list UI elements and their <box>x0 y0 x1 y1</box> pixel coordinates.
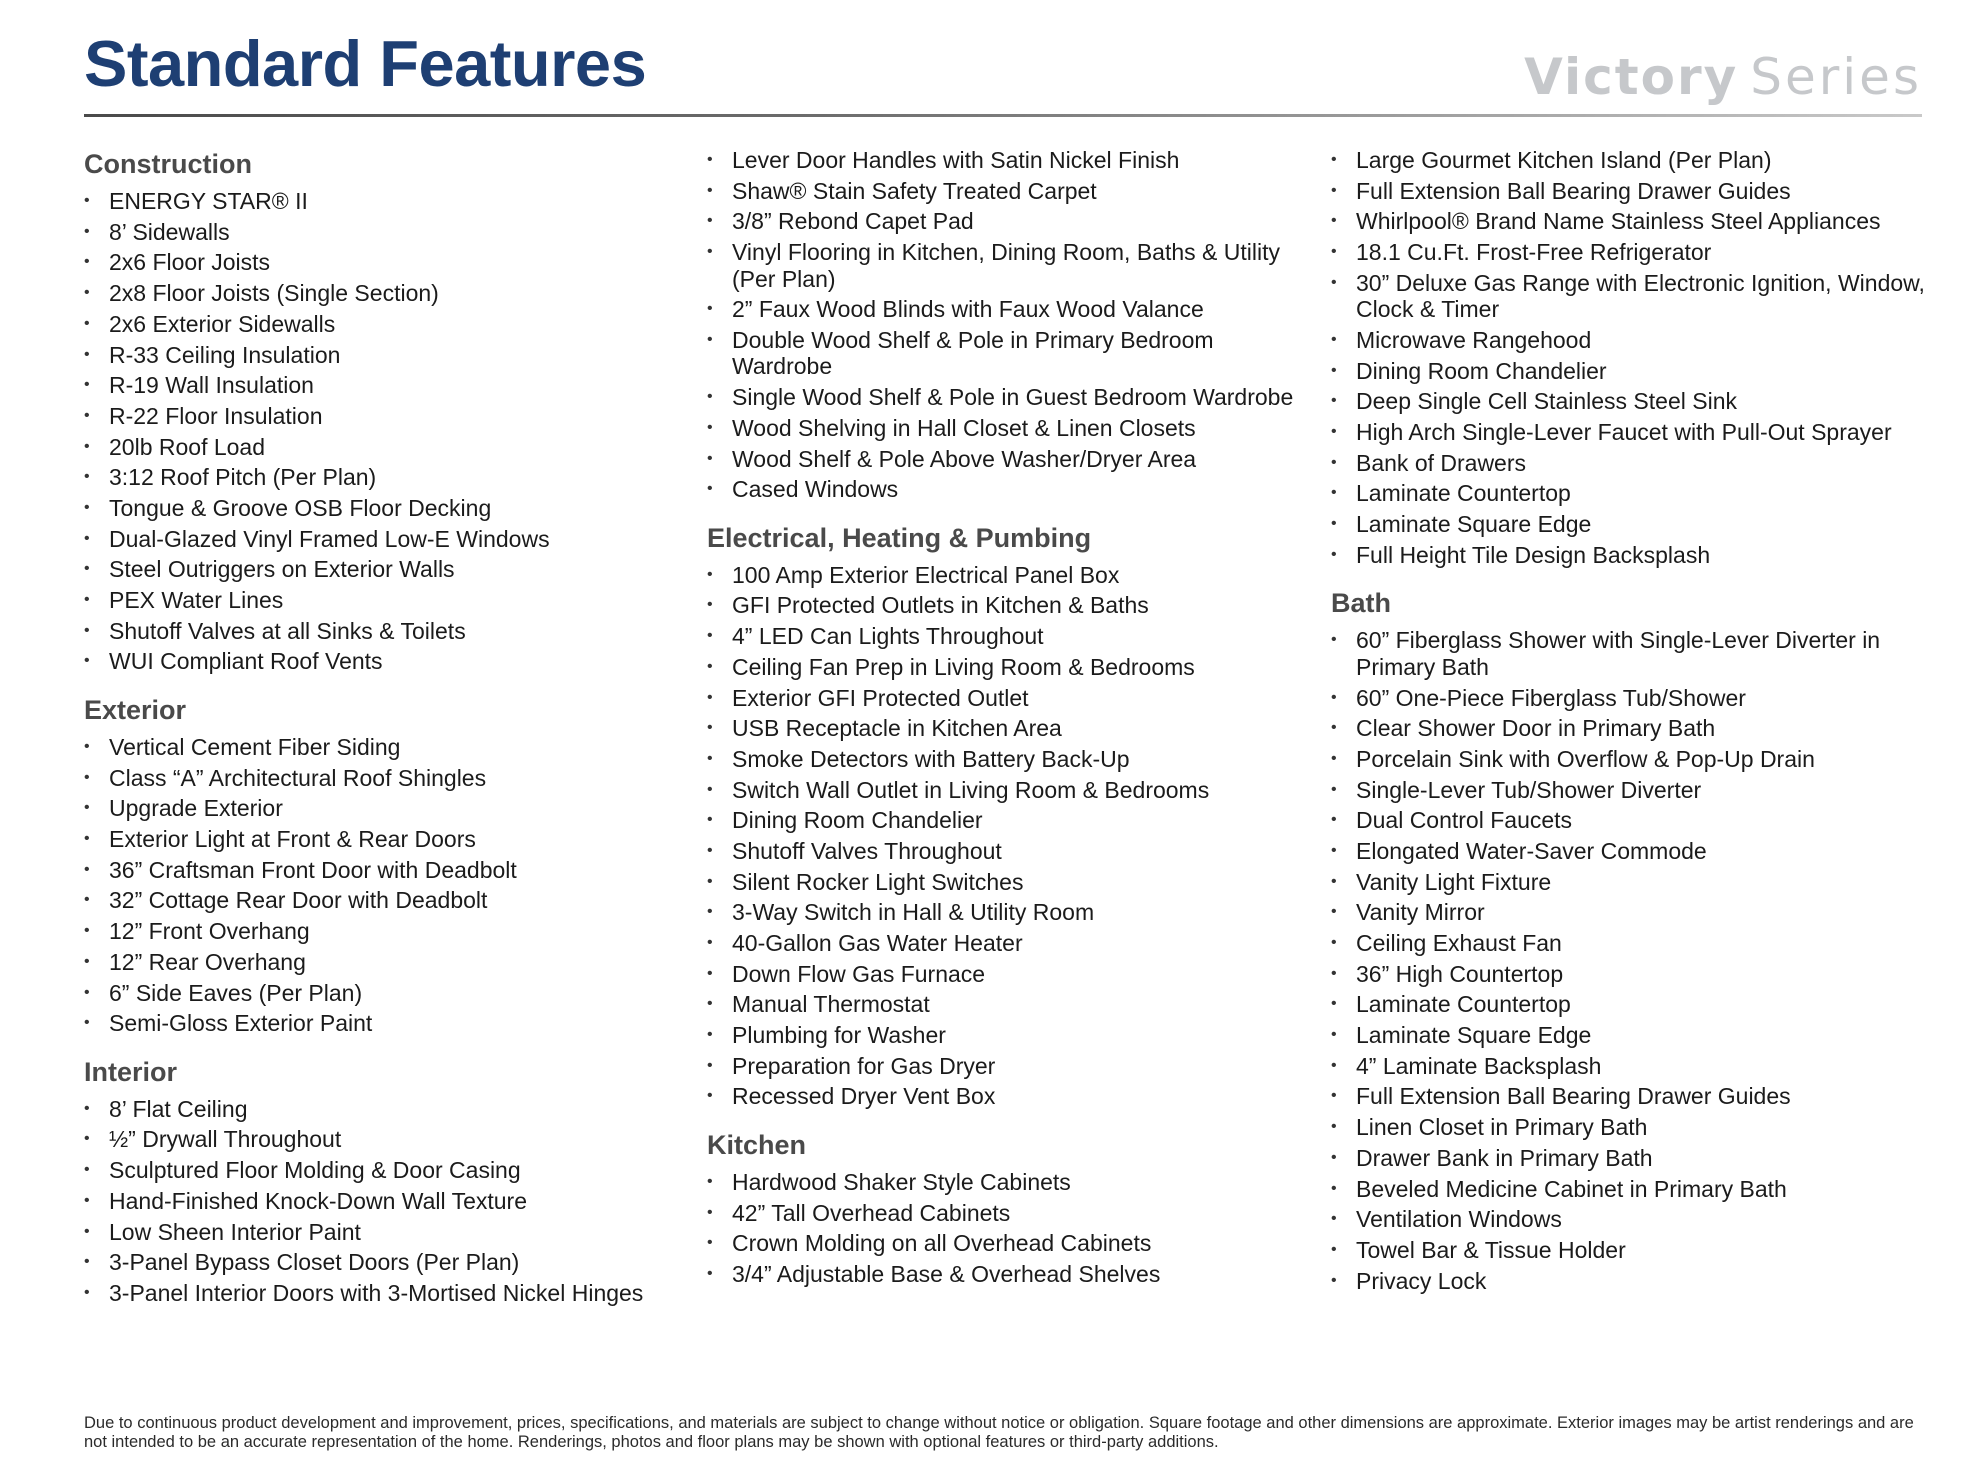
feature-item: • Privacy Lock <box>1331 1268 1931 1295</box>
feature-list <box>707 147 1307 503</box>
feature-item: • Wood Shelving in Hall Closet & Linen Closets <box>707 415 1307 442</box>
feature-item: • Ceiling Fan Prep in Living Room & Bedrooms <box>707 654 1307 681</box>
feature-section <box>707 521 1307 1110</box>
feature-item: • Vinyl Flooring in Kitchen, Dining Room, Baths & Utility (Per Plan) <box>707 239 1307 292</box>
series-logo <box>1524 50 1922 105</box>
feature-item: • Ceiling Exhaust Fan <box>1331 930 1931 957</box>
feature-item: • Recessed Dryer Vent Box <box>707 1083 1307 1110</box>
feature-item: • Class “A” Architectural Roof Shingles <box>84 765 684 792</box>
feature-item: • PEX Water Lines <box>84 587 684 614</box>
feature-item: • Single-Lever Tub/Shower Diverter <box>1331 777 1931 804</box>
feature-item: • Cased Windows <box>707 476 1307 503</box>
feature-item: • Dining Room Chandelier <box>1331 358 1931 385</box>
feature-item: • Dining Room Chandelier <box>707 807 1307 834</box>
feature-item: • Vanity Light Fixture <box>1331 869 1931 896</box>
feature-item: • 32” Cottage Rear Door with Deadbolt <box>84 887 684 914</box>
feature-item: • 8’ Sidewalls <box>84 219 684 246</box>
feature-item: • Beveled Medicine Cabinet in Primary Bath <box>1331 1176 1931 1203</box>
feature-section <box>84 1055 684 1307</box>
feature-item: • Manual Thermostat <box>707 991 1307 1018</box>
feature-item: • 3:12 Roof Pitch (Per Plan) <box>84 464 684 491</box>
feature-item: • Laminate Countertop <box>1331 480 1931 507</box>
feature-item: • GFI Protected Outlets in Kitchen & Baths <box>707 592 1307 619</box>
feature-item: • 4” LED Can Lights Throughout <box>707 623 1307 650</box>
feature-item: • ENERGY STAR® II <box>84 188 684 215</box>
feature-item: • Lever Door Handles with Satin Nickel Finish <box>707 147 1307 174</box>
feature-item: • Elongated Water-Saver Commode <box>1331 838 1931 865</box>
feature-item: • Linen Closet in Primary Bath <box>1331 1114 1931 1141</box>
feature-section <box>84 693 684 1037</box>
feature-item: • Clear Shower Door in Primary Bath <box>1331 715 1931 742</box>
feature-item: • Silent Rocker Light Switches <box>707 869 1307 896</box>
feature-item: • Shutoff Valves at all Sinks & Toilets <box>84 618 684 645</box>
feature-list <box>707 562 1307 1110</box>
feature-item: • Plumbing for Washer <box>707 1022 1307 1049</box>
feature-item: • Sculptured Floor Molding & Door Casing <box>84 1157 684 1184</box>
feature-item: • Double Wood Shelf & Pole in Primary Bedroom Wardrobe <box>707 327 1307 380</box>
feature-item: • Smoke Detectors with Battery Back-Up <box>707 746 1307 773</box>
feature-item: • Deep Single Cell Stainless Steel Sink <box>1331 388 1931 415</box>
feature-item: • Upgrade Exterior <box>84 795 684 822</box>
feature-item: • Bank of Drawers <box>1331 450 1931 477</box>
feature-section <box>84 147 684 675</box>
feature-item: • 3/8” Rebond Capet Pad <box>707 208 1307 235</box>
feature-item: • Single Wood Shelf & Pole in Guest Bedroom Wardrobe <box>707 384 1307 411</box>
feature-item: • 3/4” Adjustable Base & Overhead Shelves <box>707 1261 1307 1288</box>
feature-item: • 40-Gallon Gas Water Heater <box>707 930 1307 957</box>
section-heading: Interior <box>84 1056 178 1087</box>
feature-item: • Towel Bar & Tissue Holder <box>1331 1237 1931 1264</box>
feature-section <box>1331 586 1931 1294</box>
features-column-2 <box>707 147 1307 1306</box>
feature-item: • 3-Way Switch in Hall & Utility Room <box>707 899 1307 926</box>
feature-item: • 60” One-Piece Fiberglass Tub/Shower <box>1331 685 1931 712</box>
feature-item: • Microwave Rangehood <box>1331 327 1931 354</box>
page-title: Standard Features <box>84 27 647 100</box>
feature-item: • R-33 Ceiling Insulation <box>84 342 684 369</box>
feature-item: • 2x6 Exterior Sidewalls <box>84 311 684 338</box>
feature-item: • Exterior GFI Protected Outlet <box>707 685 1307 712</box>
feature-item: • 3-Panel Bypass Closet Doors (Per Plan) <box>84 1249 684 1276</box>
feature-list <box>1331 147 1931 568</box>
feature-item: • Shutoff Valves Throughout <box>707 838 1307 865</box>
feature-item: • Low Sheen Interior Paint <box>84 1219 684 1246</box>
feature-item: • Whirlpool® Brand Name Stainless Steel Appliances <box>1331 208 1931 235</box>
feature-item: • Laminate Square Edge <box>1331 1022 1931 1049</box>
feature-item: • Steel Outriggers on Exterior Walls <box>84 556 684 583</box>
feature-item: • 42” Tall Overhead Cabinets <box>707 1200 1307 1227</box>
feature-item: • 8’ Flat Ceiling <box>84 1096 684 1123</box>
feature-item: • Large Gourmet Kitchen Island (Per Plan) <box>1331 147 1931 174</box>
feature-item: • 12” Rear Overhang <box>84 949 684 976</box>
section-heading: Construction <box>84 149 252 179</box>
section-heading: Bath <box>1331 588 1391 619</box>
feature-item: • Dual-Glazed Vinyl Framed Low-E Windows <box>84 526 684 553</box>
feature-item: • Tongue & Groove OSB Floor Decking <box>84 495 684 522</box>
feature-item: • Laminate Countertop <box>1331 991 1931 1018</box>
feature-item: • High Arch Single-Lever Faucet with Pull-Out Sprayer <box>1331 419 1931 446</box>
feature-item: • WUI Compliant Roof Vents <box>84 648 684 675</box>
feature-list <box>707 1169 1307 1288</box>
feature-item: • Drawer Bank in Primary Bath <box>1331 1145 1931 1172</box>
feature-item: • Hardwood Shaker Style Cabinets <box>707 1169 1307 1196</box>
feature-item: • Ventilation Windows <box>1331 1206 1931 1233</box>
section-heading: Electrical, Heating & Pumbing <box>707 522 1092 553</box>
feature-list <box>84 188 684 675</box>
series-name: Victory <box>1524 48 1739 106</box>
feature-item: • Down Flow Gas Furnace <box>707 961 1307 988</box>
header-divider <box>84 114 1922 117</box>
feature-item: • 36” High Countertop <box>1331 961 1931 988</box>
feature-item: • 2x6 Floor Joists <box>84 249 684 276</box>
feature-list <box>84 1096 684 1307</box>
feature-item: • 20lb Roof Load <box>84 434 684 461</box>
features-column-1 <box>84 147 684 1324</box>
feature-item: • 60” Fiberglass Shower with Single-Lever Diverter in Primary Bath <box>1331 627 1931 680</box>
feature-item: • Wood Shelf & Pole Above Washer/Dryer Area <box>707 446 1307 473</box>
feature-item: • Laminate Square Edge <box>1331 511 1931 538</box>
feature-item: • Preparation for Gas Dryer <box>707 1053 1307 1080</box>
feature-item: • Porcelain Sink with Overflow & Pop-Up Drain <box>1331 746 1931 773</box>
feature-item: • R-22 Floor Insulation <box>84 403 684 430</box>
feature-item: • 2” Faux Wood Blinds with Faux Wood Valance <box>707 296 1307 323</box>
feature-section <box>707 147 1307 503</box>
feature-item: • ½” Drywall Throughout <box>84 1126 684 1153</box>
feature-list <box>1331 627 1931 1294</box>
feature-item: • Semi-Gloss Exterior Paint <box>84 1010 684 1037</box>
feature-item: • 6” Side Eaves (Per Plan) <box>84 980 684 1007</box>
series-label: Series <box>1750 48 1922 106</box>
feature-item: • 4” Laminate Backsplash <box>1331 1053 1931 1080</box>
feature-item: • Hand-Finished Knock-Down Wall Texture <box>84 1188 684 1215</box>
feature-item: • Exterior Light at Front & Rear Doors <box>84 826 684 853</box>
disclaimer: Due to continuous product development and improvement, prices, specifications, and materials are subject to change without notice or obligation. Square footage and other dimensions are approximate. Exterior images may be artist renderings and are not intended to be an accurate representation of the home. Renderings, photos and floor plans may be shown with optional features or third-party additions. <box>84 1414 1914 1451</box>
feature-item: • Crown Molding on all Overhead Cabinets <box>707 1230 1307 1257</box>
feature-list <box>84 734 684 1037</box>
feature-item: • Vertical Cement Fiber Siding <box>84 734 684 761</box>
feature-item: • 18.1 Cu.Ft. Frost-Free Refrigerator <box>1331 239 1931 266</box>
section-heading: Exterior <box>84 694 187 725</box>
feature-item: • 30” Deluxe Gas Range with Electronic Ignition, Window, Clock & Timer <box>1331 270 1931 323</box>
feature-item: • Dual Control Faucets <box>1331 807 1931 834</box>
feature-item: • 100 Amp Exterior Electrical Panel Box <box>707 562 1307 589</box>
feature-item: • 36” Craftsman Front Door with Deadbolt <box>84 857 684 884</box>
feature-item: • Full Extension Ball Bearing Drawer Guides <box>1331 1083 1931 1110</box>
feature-item: • USB Receptacle in Kitchen Area <box>707 715 1307 742</box>
feature-item: • Switch Wall Outlet in Living Room & Bedrooms <box>707 777 1307 804</box>
feature-item: • 2x8 Floor Joists (Single Section) <box>84 280 684 307</box>
feature-item: • Vanity Mirror <box>1331 899 1931 926</box>
feature-item: • Shaw® Stain Safety Treated Carpet <box>707 178 1307 205</box>
feature-item: • R-19 Wall Insulation <box>84 372 684 399</box>
feature-item: • 3-Panel Interior Doors with 3-Mortised Nickel Hinges <box>84 1280 684 1307</box>
section-heading: Kitchen <box>707 1129 807 1160</box>
feature-section <box>707 1128 1307 1288</box>
feature-section <box>1331 147 1931 568</box>
feature-item: • Full Height Tile Design Backsplash <box>1331 542 1931 569</box>
feature-item: • 12” Front Overhang <box>84 918 684 945</box>
feature-item: • Full Extension Ball Bearing Drawer Guides <box>1331 178 1931 205</box>
features-column-3 <box>1331 147 1931 1312</box>
